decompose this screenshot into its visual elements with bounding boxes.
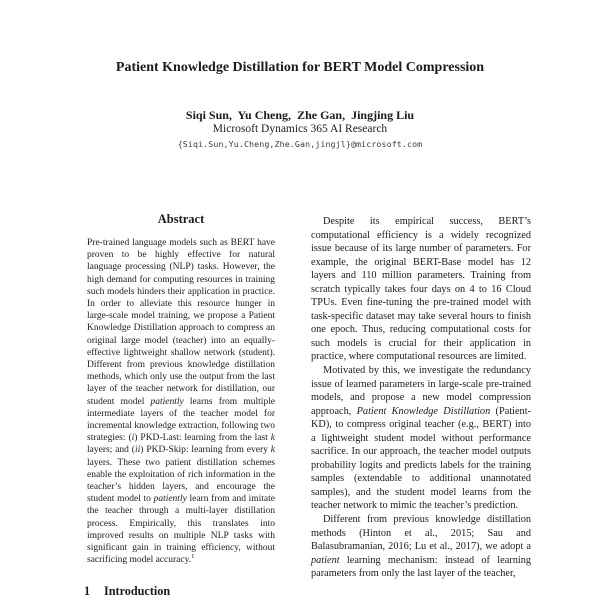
author-line: Siqi Sun, Yu Cheng, Zhe Gan, Jingjing Liu (185, 108, 415, 122)
intro-paragraph-1: Despite its empirical success, BERT’s computational efficiency is a widely recognized issue because of its large number of parameters. For example, the original BERT-Base model has 12 layers and 110 million parameters. Training from scratch typically takes four days on 4 to 16 Cloud TPUs. Even fine-tuning the pre-trained model with task-specific dataset may take several hours to finish one epoch. Thus, reducing computational costs for such models is crucial for their application in practice, where computational resources are limited. (311, 216, 531, 363)
affiliation-line: Microsoft Dynamics 365 AI Research (212, 123, 388, 135)
introduction-column (311, 215, 531, 581)
section-number: 1 (84, 584, 91, 598)
intro-paragraph-2: Motivated by this, we investigate the redundancy issue of learned parameters in large-scale pre-trained models, and propose a new model compression approach, Patient Knowledge Distillation (Patient-KD), to compress original teacher (e.g., BERT) into a lightweight student model without performance sacrifice. In our approach, the teacher model outputs probability logits and predicts labels for the training samples (extendable to additional unannotated samples), and the student model learns from the teacher network to mimic the teacher’s prediction. (311, 365, 531, 512)
abstract-heading: Abstract (157, 212, 205, 226)
abstract-text: Pre-trained language models such as BERT have proven to be highly effective for natural language processing (NLP) tasks. However, the high demand for computing resources in training such models hinders their application in practice. In order to alleviate this resource hunger in large-scale model training, we propose a Patient Knowledge Distillation approach to compress an original large model (teacher) into an equally-effective lightweight shallow network (student). Different from previous knowledge distillation methods, which only use the output from the last layer of the teacher network for distillation, our student model patiently learns from multiple intermediate layers of the teacher model for incremental knowledge extraction, following two strategies: (i) PKD-Last: learning from the last k layers; and (ii) PKD-Skip: learning from every k layers. These two patient distillation schemes enable the exploitation of rich information in the teacher’s hidden layers, and encourage the student model to patiently learn from and imitate the teacher through a multi-layer distillation process. Empirically, this translates into improved results on multiple NLP tasks with significant gain in training efficiency, without sacrificing model accuracy.$^1$ (87, 238, 275, 566)
section-title: Introduction (104, 584, 171, 598)
section-heading-introduction (84, 584, 302, 599)
paper-title: Patient Knowledge Distillation for BERT Model Compression (115, 60, 485, 75)
email-line: {Siqi.Sun,Yu.Cheng,Zhe.Gan,jingjl}@microsoft.com (177, 139, 423, 149)
intro-paragraph-3: Different from previous knowledge distillation methods (Hinton et al., 2015; Sau and Balasubramanian, 2016; Lu et al., 2017), we adopt a patient learning mechanism: instead of learning parameters from only the last layer of the teacher, (311, 514, 531, 580)
